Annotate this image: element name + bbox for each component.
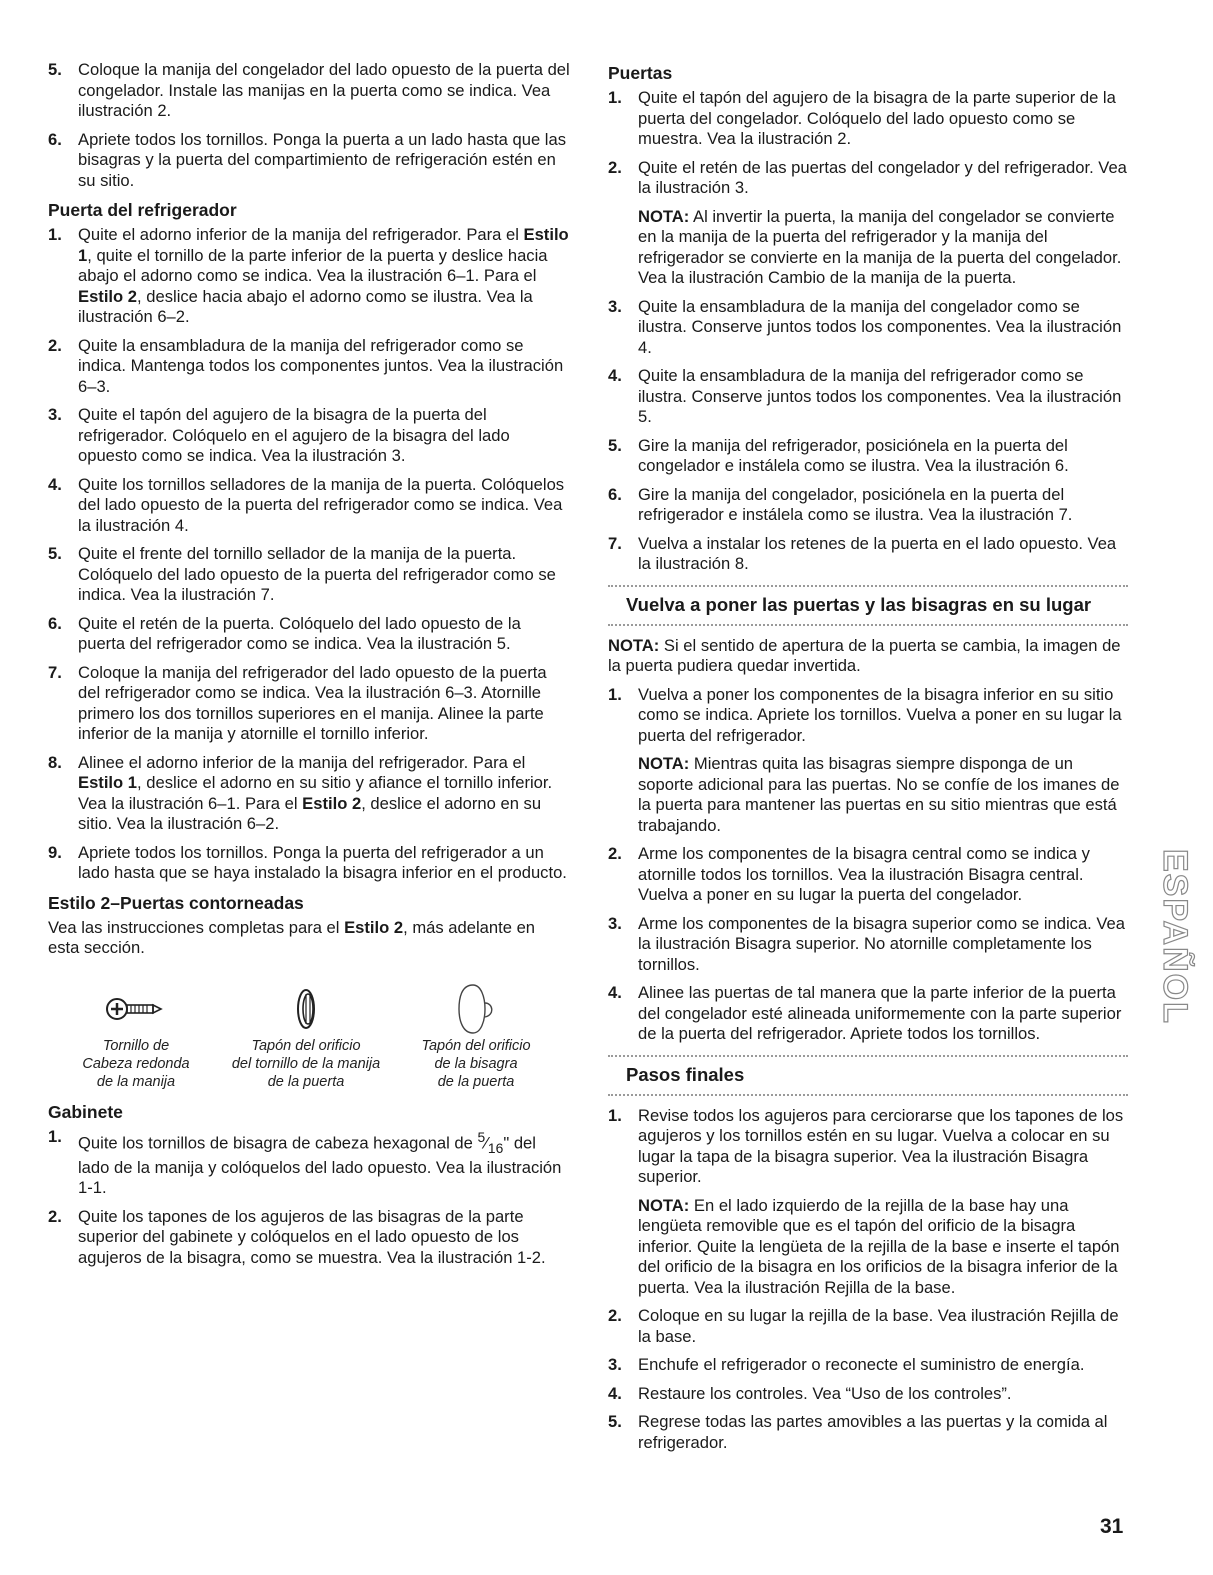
part-caption-line: de la puerta bbox=[267, 1073, 345, 1090]
list-item-number: 3. bbox=[48, 405, 62, 424]
list-item bbox=[608, 297, 1128, 359]
list-item-number: 2. bbox=[48, 335, 62, 355]
fridge-door-steps bbox=[48, 225, 570, 884]
list-item-text: Coloque en su lugar la rejilla de la base. Vea ilustración Rejilla de la base. bbox=[638, 1306, 1119, 1346]
list-item-number: 3. bbox=[608, 913, 622, 933]
language-side-tab: ESPAÑOL bbox=[1156, 849, 1194, 1025]
list-item-number: 4. bbox=[48, 474, 62, 494]
list-item-text: Vuelva a instalar los retenes de la puerta en el lado opuesto. Vea la ilustración 8. bbox=[638, 533, 1117, 573]
list-item-number: 2. bbox=[48, 1206, 62, 1226]
list-item bbox=[48, 1127, 570, 1199]
list-item-number: 2. bbox=[608, 157, 622, 177]
list-item bbox=[608, 158, 1128, 289]
list-item-text: Quite el retén de la puerta. Colóquelo del lado opuesto de la puerta del refrigerador como se indica. Vea la ilustración 5. bbox=[78, 613, 521, 653]
list-item bbox=[608, 1355, 1128, 1376]
list-item bbox=[48, 544, 570, 606]
part-caption-line: del tornillo de la manija bbox=[231, 1055, 381, 1072]
page-number: 31 bbox=[1100, 1515, 1124, 1538]
list-item-number: 8. bbox=[48, 752, 62, 772]
list-item-text: Quite el frente del tornillo sellador de la manija de la puerta. Colóquelo del lado opuesto de la puerta del refrigerador como se indica. Vea la ilustración 7. bbox=[78, 544, 556, 604]
list-item-text: Coloque la manija del refrigerador del lado opuesto de la puerta del refrigerador como se indica. Vea la ilustración 6–3. Atornille primero los dos tornillos superiores en el manija. Alinee la parte inferior de la manija y atornille el tornillo inferior. bbox=[78, 662, 547, 743]
list-item bbox=[48, 405, 570, 467]
list-item bbox=[608, 685, 1128, 837]
list-item-text: Arme los componentes de la bisagra superior como se indica. Vea la ilustración Bisagra superior. No atornille completamente los tornillos. bbox=[638, 913, 1126, 974]
list-item bbox=[608, 366, 1128, 428]
list-item-text: Quite el tapón del agujero de la bisagra de la puerta del refrigerador. Colóquelo en el agujero de la bisagra del lado opuesto como se indica. Vea la ilustración 3. bbox=[78, 405, 510, 465]
list-item-text: Gire la manija del congelador, posiciónela en la puerta del refrigerador e instálela como se ilustra. Vea la ilustración 7. bbox=[638, 484, 1073, 524]
part-hinge-hole-plug bbox=[396, 981, 556, 1091]
list-item-text: Coloque la manija del congelador del lado opuesto de la puerta del congelador. Instale las manijas en la puerta como se indica. Vea ilustración 2. bbox=[78, 60, 570, 120]
part-caption-line: de la bisagra bbox=[434, 1055, 518, 1072]
list-item bbox=[608, 485, 1128, 526]
list-item-number: 5. bbox=[48, 544, 62, 563]
list-item-text: Quite el tapón del agujero de la bisagra de la parte superior de la puerta del congelador. Colóquelo del lado opuesto como se muestra. Vea la ilustración 2. bbox=[638, 88, 1116, 148]
list-item-number: 5. bbox=[608, 1412, 622, 1431]
list-item bbox=[608, 1412, 1128, 1453]
left-column bbox=[48, 60, 570, 1276]
section-heading-style2: Estilo 2–Puertas contorneadas bbox=[48, 892, 304, 913]
list-item bbox=[48, 225, 570, 328]
list-item-number: 5. bbox=[48, 60, 62, 79]
list-item-text: Apriete todos los tornillos. Ponga la puerta a un lado hasta que las bisagras y la puerta del compartimiento de refrigeración estén en su sitio. bbox=[78, 129, 566, 190]
list-item-text: Quite los tapones de los agujeros de las bisagras de la parte superior del gabinete y colóquelos en el lado opuesto de los agujeros de la bisagra, como se muestra. Vea la ilustración 1-2. bbox=[78, 1206, 546, 1267]
list-item-number: 1. bbox=[608, 1105, 622, 1125]
list-item-text: Quite el adorno inferior de la manija del refrigerador. Para el Estilo 1, quite el tornillo de la parte inferior de la puerta y deslice hacia abajo el adorno como se indica. Vea la ilustración 6–1. Para el Estilo 2, deslice hacia abajo el adorno como se ilustra. Vea la ilustración 6–2. bbox=[78, 225, 569, 326]
part-caption-line: Tornillo de bbox=[102, 1037, 170, 1054]
doors-steps bbox=[608, 88, 1128, 575]
list-item bbox=[608, 983, 1128, 1045]
list-item bbox=[48, 663, 570, 745]
list-item bbox=[48, 130, 570, 192]
list-item-text: Quite el retén de las puertas del congelador y del refrigerador. Vea la ilustración 3. NOTA: Al invertir la puerta, la manija del congelador se convierte en la manija de la puerta del refrigerador y la manija del refrigerador se convierte en la manija de la puerta del congelador. Vea la ilustración Cambio de la manija de la puerta. bbox=[638, 157, 1127, 287]
list-item-number: 1. bbox=[608, 684, 622, 704]
style2-paragraph: Vea las instrucciones completas para el Estilo 2, más adelante en esta sección. bbox=[48, 917, 536, 957]
list-item-number: 1. bbox=[608, 88, 622, 107]
list-item-note: NOTA: Al invertir la puerta, la manija del congelador se convierte en la manija de la puerta del refrigerador y la manija del refrigerador se convierte en la manija de la puerta del congelador. Vea la ilustración Cambio de la manija de la puerta. bbox=[638, 206, 1122, 287]
list-item bbox=[48, 843, 570, 884]
list-item-text: Quite la ensambladura de la manija del congelador como se ilustra. Conserve juntos todos los componentes. Vea la ilustración 4. bbox=[638, 296, 1122, 357]
list-item-number: 1. bbox=[48, 1126, 62, 1146]
section-banner-replace-doors: Vuelva a poner las puertas y las bisagras en su lugar bbox=[608, 585, 1128, 626]
list-item-text: Gire la manija del refrigerador, posiciónela en la puerta del congelador e instálela como se ilustra. Vea la ilustración 6. bbox=[638, 435, 1069, 475]
part-caption-line: Tapón del orificio bbox=[421, 1037, 531, 1054]
list-item bbox=[608, 88, 1128, 150]
list-item-text: Quite la ensambladura de la manija del refrigerador como se indica. Mantenga todos los componentes juntos. Vea la ilustración 6–3. bbox=[78, 335, 564, 396]
section-heading-doors: Puertas bbox=[608, 63, 673, 83]
list-item bbox=[48, 475, 570, 537]
list-item-number: 1. bbox=[48, 225, 62, 244]
list-item-number: 3. bbox=[608, 1355, 622, 1374]
list-item-number: 9. bbox=[48, 842, 62, 862]
list-item-text: Arme los componentes de la bisagra central como se indica y atornille todos los tornillos. Vea la ilustración Bisagra central. Vuelva a poner en su lugar la puerta del congelador. bbox=[638, 844, 1090, 904]
part-round-head-screw bbox=[56, 981, 216, 1091]
list-item-text: Quite los tornillos de bisagra de cabeza hexagonal de $^5⁄_{16}$" del lado de la manija y colóquelos del lado opuesto. Vea la ilustración 1-1. bbox=[78, 1128, 562, 1198]
list-item-number: 6. bbox=[48, 613, 62, 633]
list-item-text: Enchufe el refrigerador o reconecte el suministro de energía. bbox=[638, 1355, 1085, 1374]
list-item-number: 4. bbox=[608, 1383, 622, 1403]
list-item-number: 4. bbox=[608, 366, 622, 385]
list-item-text: Revise todos los agujeros para cerciorarse que los tapones de los agujeros y los tornillos estén en su lugar. Vuelva a colocar en su lugar la tapa de la bisagra superior. Vea la ilustración Bisagra superior. NOTA: En el lado izquierdo de la rejilla de la base hay una lengüeta removible que es el tapón del orificio de la bisagra inferior. Quite la lengüeta de la rejilla de la base e inserte el tapón del orificio de la bisagra en los orificios de la bisagra inferior de la puerta. Vea la ilustración Rejilla de la base. bbox=[638, 1106, 1128, 1299]
list-item-number: 5. bbox=[608, 435, 622, 455]
list-item bbox=[48, 336, 570, 398]
list-item bbox=[48, 1207, 570, 1269]
list-item-text: Regrese todas las partes amovibles a las puertas y la comida al refrigerador. bbox=[638, 1412, 1108, 1452]
list-item bbox=[608, 844, 1128, 906]
list-item-note: NOTA: En el lado izquierdo de la rejilla de la base hay una lengüeta removible que es el tapón del orificio de la bisagra inferior. Quite la lengüeta de la rejilla de la base e inserte el tapón del orificio de la bisagra en los orificios de la bisagra inferior de la puerta. Vea la ilustración Rejilla de la base. bbox=[638, 1195, 1120, 1297]
round-head-screw-icon bbox=[101, 989, 171, 1029]
part-handle-screw-plug bbox=[226, 981, 386, 1091]
list-item-text: Quite la ensambladura de la manija del refrigerador como se ilustra. Conserve juntos todos los componentes. Vea la ilustración 5. bbox=[638, 366, 1122, 426]
list-item bbox=[608, 914, 1128, 976]
list-item-number: 6. bbox=[48, 129, 62, 149]
cabinet-steps bbox=[48, 1127, 570, 1269]
handle-screw-plug-icon bbox=[286, 984, 326, 1034]
section-heading-cabinet: Gabinete bbox=[48, 1101, 123, 1122]
list-item-number: 7. bbox=[48, 662, 62, 682]
list-item bbox=[48, 60, 570, 122]
list-item-text: Alinee el adorno inferior de la manija del refrigerador. Para el Estilo 1, deslice el adorno en su sitio y afiance el tornillo inferior. Vea la ilustración 6–1. Para el Estilo 2, deslice el adorno en su sitio. Vea la ilustración 6–2. bbox=[78, 752, 553, 833]
list-item-number: 2. bbox=[608, 1306, 622, 1325]
list-item-number: 2. bbox=[608, 844, 622, 863]
right-column bbox=[608, 60, 1128, 1461]
list-item-text: Quite los tornillos selladores de la manija de la puerta. Colóquelos del lado opuesto de la puerta del refrigerador como se indica. Vea la ilustración 4. bbox=[78, 474, 565, 535]
part-caption-line: de la puerta bbox=[437, 1073, 515, 1090]
list-item bbox=[608, 1384, 1128, 1405]
list-item-number: 7. bbox=[608, 533, 622, 553]
section-banner-final-steps: Pasos finales bbox=[608, 1055, 1128, 1096]
list-item bbox=[608, 436, 1128, 477]
list-item bbox=[608, 1306, 1128, 1347]
list-item-note: NOTA: Mientras quita las bisagras siempre disponga de un soporte adicional para las puertas. No se confíe de los imanes de la puerta para mantener las puertas en su sitio mientras que está trabajando. bbox=[638, 754, 1120, 835]
part-caption-line: de la manija bbox=[96, 1073, 176, 1090]
list-item-number: 6. bbox=[608, 484, 622, 504]
list-item bbox=[608, 534, 1128, 575]
list-item-text: Apriete todos los tornillos. Ponga la puerta del refrigerador a un lado hasta que se haya instalado la bisagra inferior en el producto. bbox=[78, 842, 567, 882]
list-item bbox=[48, 614, 570, 655]
section-heading-fridge-door: Puerta del refrigerador bbox=[48, 200, 237, 220]
list-item-text: Vuelva a poner los componentes de la bisagra inferior en su sitio como se indica. Apriete los tornillos. Vuelva a poner en su lugar la puerta del refrigerador. NOTA: Mientras quita las bisagras siempre disponga de un soporte adicional para las puertas. No se confíe de los imanes de la puerta para mantener las puertas en su sitio mientras que está trabajando. bbox=[638, 685, 1128, 837]
final-steps bbox=[608, 1106, 1128, 1454]
list-item-text: Restaure los controles. Vea “Uso de los controles”. bbox=[638, 1383, 1012, 1403]
hinge-hole-plug-icon bbox=[451, 981, 501, 1037]
part-caption-line: Cabeza redonda bbox=[82, 1055, 190, 1072]
replace-note: NOTA: Si el sentido de apertura de la puerta se cambia, la imagen de la puerta pudiera quedar invertida. bbox=[608, 635, 1121, 675]
list-item-number: 4. bbox=[608, 983, 622, 1002]
list-item-number: 3. bbox=[608, 296, 622, 316]
list-item bbox=[608, 1106, 1128, 1299]
replace-steps bbox=[608, 685, 1128, 1045]
list-item-text: Alinee las puertas de tal manera que la parte inferior de la puerta del congelador esté alineada uniformemente con la parte superior de la puerta del refrigerador. Apriete todos los tornillos. bbox=[638, 983, 1122, 1043]
part-caption-line: Tapón del orificio bbox=[251, 1037, 361, 1054]
intro-steps bbox=[48, 60, 570, 191]
parts-illustration bbox=[48, 981, 556, 1091]
list-item bbox=[48, 753, 570, 835]
